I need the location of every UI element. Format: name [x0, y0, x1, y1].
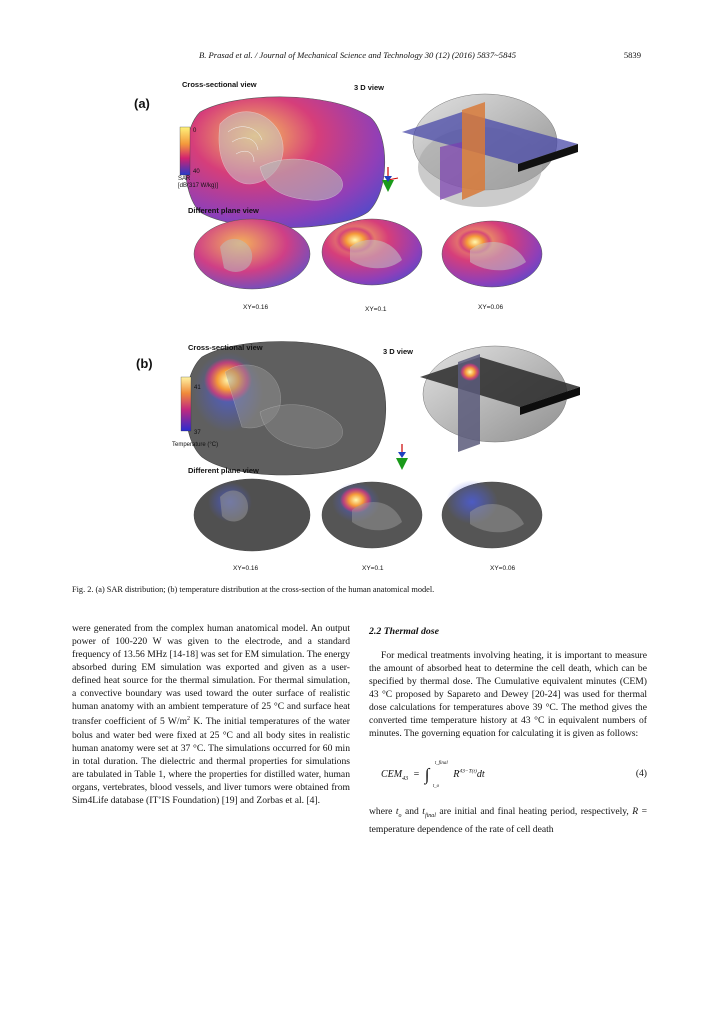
panel-b-different-plane-title: Different plane view — [188, 466, 259, 475]
left-paragraph — [72, 622, 350, 807]
equation-body — [381, 761, 485, 790]
left-paragraph-part-2: K. The initial temperatures of the water bolus and water bed were fixed at 25 °C and all body sites in realistic human anatomy were set at 37 °C. The simulations occurred for 60 min in total duration. The dielectric and thermal properties for simulations are tabulated in Table 1, where the properties for distilled water, human organs, vertebrates, blood vessels, and liver tumors were obtained from Sim4Life database (IT’IS Foundation) [19] and Zorbas et al. [4]. — [72, 716, 350, 806]
sar-slice-2 — [322, 219, 422, 285]
left-column — [72, 622, 350, 807]
panel-a-cross-section-title: Cross-sectional view — [182, 80, 257, 89]
panel-a-plane-label-1: XY=0.16 — [243, 304, 269, 311]
thermal-dose-paragraph: For medical treatments involving heating, it is important to measure the amount of absorbed heat to determine the cell death, which can be specified by thermal dose. The Cumulative equivalent minutes (CEM) 43 °C proposed by Sapareto and Dewey [20-24] was used for thermal dose calculations for temperatures above 39 °C. The method gives the converted time temperature history at 43 °C in equivalent numbers of minutes. The governing equation for calculating it is given as follows: — [369, 650, 647, 740]
left-paragraph-part-1: were generated from the complex human anatomical model. An output power of 100-220 W was given to the electrode, and a standard frequency of 13.56 MHz [14-18] was set for EM simulation. The energy absorbed during EM simulation was exported and given as a user-defined heat source for the thermal simulation. For thermal simulation, a convective boundary was used toward the outer surface of realistic human anatomy with an ambient temperature of 25 °C and surface heat transfer coefficient of 5 W/m — [72, 623, 350, 728]
panel-a-3d-title: 3 D view — [354, 83, 385, 92]
panel-a-plane-label-2: XY=0.1 — [365, 306, 387, 313]
equation-4 — [369, 753, 647, 795]
integral-sign: ∫ t_final t_o — [425, 765, 439, 781]
figure-2 — [134, 72, 580, 580]
eq-base: R — [453, 769, 460, 781]
running-head — [0, 50, 715, 60]
panel-a-label: (a) — [134, 96, 150, 111]
temp-slice-2 — [322, 482, 422, 548]
temp-scale-bottom-label: 37 — [194, 430, 201, 436]
sar-scale-unit-2: [dB(317 W/kg)] — [178, 183, 219, 189]
def-to: t — [395, 806, 399, 818]
eq-equals: = — [413, 769, 420, 781]
sar-scale-top-label: 0 — [193, 128, 197, 134]
right-column — [369, 622, 647, 836]
temp-slice-1 — [194, 479, 310, 551]
def-text-3: are initial and final heating period, respectively, — [435, 806, 633, 818]
section-title: 2.2 Thermal dose — [369, 626, 439, 637]
sar-scale-bottom-label: 40 — [193, 169, 200, 175]
def-text-1: where — [369, 806, 396, 818]
panel-b-plane-label-1: XY=0.16 — [233, 565, 259, 572]
unit-superscript: 2 — [187, 716, 191, 723]
eq-lhs: CEM — [381, 769, 403, 781]
sar-3d-plane-vertical — [462, 102, 485, 200]
def-text-4: = temperature dependence of the rate of cell death — [369, 806, 647, 836]
def-to-sub: o — [398, 813, 402, 820]
page-number: 5839 — [623, 50, 641, 60]
panel-b-plane-label-2: XY=0.1 — [362, 565, 384, 572]
panel-a-different-plane-title: Different plane view — [188, 206, 259, 215]
panel-b-3d-title: 3 D view — [383, 347, 414, 356]
temp-scale-top-label: 41 — [194, 385, 201, 391]
temp-slice-3 — [442, 480, 542, 548]
panel-a-plane-label-3: XY=0.06 — [478, 304, 504, 311]
sar-color-scale — [180, 127, 190, 175]
integral-upper-limit: t_final — [434, 761, 448, 767]
def-tfinal-sub: final — [424, 813, 436, 820]
temp-scale-unit: Temperature (°C) — [172, 442, 219, 448]
equation-number: (4) — [635, 768, 647, 780]
def-text-2: and — [401, 806, 423, 818]
panel-b-plane-label-3: XY=0.06 — [490, 565, 516, 572]
sar-slice-3 — [442, 221, 542, 287]
panel-a-graphics — [180, 94, 578, 289]
def-tfinal: t — [422, 806, 425, 818]
running-head-text: B. Prasad et al. / Journal of Mechanical Science and Technology 30 (12) (2016) 5837~5845 — [199, 50, 516, 60]
axis-triad-b — [396, 458, 408, 470]
panel-b-graphics — [181, 341, 580, 551]
eq-lhs-sub: 43 — [402, 776, 409, 783]
eq-dt: dt — [476, 769, 485, 781]
sar-slice-1 — [194, 219, 310, 289]
def-R: R — [632, 806, 639, 818]
eq-exponent: 43−T(t) — [459, 769, 477, 776]
temp-color-scale — [181, 377, 191, 431]
figure-graphic — [140, 72, 580, 580]
integral-lower-limit: t_o — [432, 784, 440, 790]
sar-scale-unit-1: SAR — [178, 176, 191, 182]
panel-b-cross-section-title: Cross-sectional view — [188, 343, 263, 352]
panel-b-label: (b) — [136, 356, 153, 371]
figure-caption: Fig. 2. (a) SAR distribution; (b) temperature distribution at the cross-section of the human anatomical model. — [72, 585, 435, 594]
definition-paragraph — [369, 805, 647, 836]
